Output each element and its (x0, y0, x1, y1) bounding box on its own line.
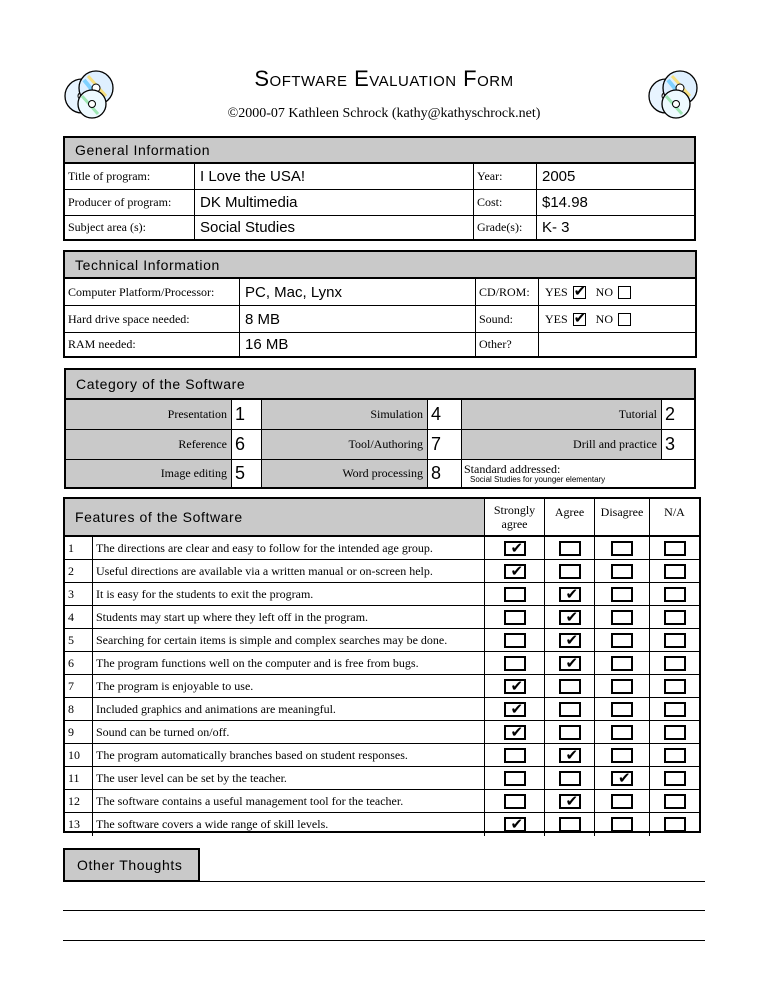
hard-drive-field[interactable]: 8 MB (240, 306, 476, 332)
rating-cell-strongly (485, 583, 545, 605)
standard-addressed-cell[interactable] (462, 460, 694, 487)
rating-checkbox-na[interactable] (664, 679, 686, 694)
rating-cell-strongly (485, 721, 545, 743)
rating-cell-na (650, 560, 699, 582)
technical-information-section (63, 250, 697, 358)
rating-cell-strongly (485, 560, 545, 582)
rating-checkbox-strongly[interactable] (504, 748, 526, 763)
rating-cell-agree (545, 790, 595, 812)
rating-checkbox-strongly[interactable] (504, 771, 526, 786)
rating-checkbox-strongly[interactable] (504, 817, 526, 832)
feature-text: The software contains a useful management tool for the teacher. (93, 790, 485, 812)
standard-addressed-label: Standard addressed: (464, 461, 561, 476)
col-strongly-agree-line2: agree (501, 517, 528, 531)
rating-cell-disagree (595, 560, 650, 582)
feature-text: It is easy for the students to exit the program. (93, 583, 485, 605)
other-thoughts-line-2[interactable] (63, 910, 705, 911)
rating-checkbox-strongly[interactable] (504, 794, 526, 809)
features-rows (65, 537, 699, 836)
rating-checkbox-na[interactable] (664, 633, 686, 648)
features-heading: Features of the Software (65, 499, 485, 535)
feature-row (65, 698, 699, 721)
rating-cell-strongly (485, 606, 545, 628)
rating-cell-na (650, 583, 699, 605)
rating-checkbox-disagree[interactable] (611, 564, 633, 579)
sound-yes-label: YES (545, 311, 568, 326)
rating-cell-na (650, 721, 699, 743)
category-rank-reference[interactable]: 6 (232, 430, 262, 459)
feature-text: Sound can be turned on/off. (93, 721, 485, 743)
rating-checkbox-strongly[interactable] (504, 610, 526, 625)
cdrom-no-checkbox[interactable] (618, 286, 631, 299)
ram-label: RAM needed: (65, 333, 240, 356)
rating-cell-strongly (485, 790, 545, 812)
feature-row (65, 606, 699, 629)
feature-number: 11 (65, 767, 93, 789)
feature-row (65, 721, 699, 744)
rating-checkbox-na[interactable] (664, 771, 686, 786)
feature-number: 10 (65, 744, 93, 766)
rating-checkbox-agree[interactable] (559, 679, 581, 694)
other-thoughts-heading-box (63, 848, 200, 882)
rating-checkbox-strongly[interactable] (504, 633, 526, 648)
category-rank-simulation[interactable]: 4 (428, 400, 462, 429)
feature-row (65, 767, 699, 790)
rating-cell-agree (545, 698, 595, 720)
category-section (64, 368, 696, 489)
sound-yes-checkbox[interactable] (573, 313, 586, 326)
feature-number: 2 (65, 560, 93, 582)
rating-cell-agree (545, 583, 595, 605)
sound-no-checkbox[interactable] (618, 313, 631, 326)
rating-cell-na (650, 537, 699, 559)
year-field[interactable]: 2005 (542, 168, 576, 185)
category-rank-word-processing[interactable]: 8 (428, 460, 462, 487)
feature-row (65, 813, 699, 836)
cost-label: Cost: (474, 190, 537, 215)
col-agree: Agree (545, 499, 595, 535)
rating-checkbox-na[interactable] (664, 587, 686, 602)
category-rank-presentation[interactable]: 1 (232, 400, 262, 429)
rating-checkbox-disagree[interactable] (611, 656, 633, 671)
grade-label: Grade(s): (474, 216, 537, 239)
rating-checkbox-disagree[interactable] (611, 748, 633, 763)
other-field[interactable] (539, 333, 695, 356)
rating-cell-agree (545, 652, 595, 674)
rating-cell-disagree (595, 698, 650, 720)
producer-field[interactable]: DK Multimedia (195, 190, 474, 215)
sound-no-label: NO (595, 311, 614, 326)
rating-checkbox-disagree[interactable] (611, 771, 633, 786)
subject-field[interactable]: Social Studies (195, 216, 474, 239)
rating-cell-agree (545, 560, 595, 582)
feature-number: 1 (65, 537, 93, 559)
feature-number: 6 (65, 652, 93, 674)
rating-checkbox-agree[interactable] (559, 610, 581, 625)
rating-checkbox-disagree[interactable] (611, 679, 633, 694)
category-label-tutorial: Tutorial (462, 400, 662, 429)
other-thoughts-heading: Other Thoughts (77, 857, 183, 873)
cost-field[interactable]: $14.98 (542, 194, 588, 211)
feature-text: The program is enjoyable to use. (93, 675, 485, 697)
page-title: Software Evaluation Form (254, 66, 514, 91)
feature-number: 7 (65, 675, 93, 697)
feature-row (65, 744, 699, 767)
rating-cell-agree (545, 537, 595, 559)
subject-label: Subject area (s): (65, 216, 195, 239)
cdrom-options (539, 279, 695, 305)
title-field[interactable]: I Love the USA! (195, 164, 474, 189)
rating-checkbox-agree[interactable] (559, 817, 581, 832)
rating-checkbox-strongly[interactable] (504, 725, 526, 740)
rating-cell-strongly (485, 675, 545, 697)
feature-text: The directions are clear and easy to follow for the intended age group. (93, 537, 485, 559)
rating-cell-strongly (485, 629, 545, 651)
rating-cell-agree (545, 721, 595, 743)
other-label: Other? (476, 333, 539, 356)
rating-checkbox-agree[interactable] (559, 633, 581, 648)
rating-cell-na (650, 767, 699, 789)
sound-options (539, 306, 695, 332)
rating-checkbox-strongly[interactable] (504, 702, 526, 717)
rating-checkbox-na[interactable] (664, 794, 686, 809)
platform-label: Computer Platform/Processor: (65, 279, 240, 305)
category-rank-tool-authoring[interactable]: 7 (428, 430, 462, 459)
rating-cell-disagree (595, 652, 650, 674)
copyright-line: ©2000-07 Kathleen Schrock (kathy@kathyschrock.net) (227, 106, 541, 121)
rating-checkbox-na[interactable] (664, 541, 686, 556)
feature-text: The user level can be set by the teacher. (93, 767, 485, 789)
rating-cell-na (650, 790, 699, 812)
rating-cell-na (650, 652, 699, 674)
hard-drive-label: Hard drive space needed: (65, 306, 240, 332)
rating-checkbox-na[interactable] (664, 702, 686, 717)
rating-cell-strongly (485, 813, 545, 836)
rating-checkbox-strongly[interactable] (504, 679, 526, 694)
category-heading: Category of the Software (66, 370, 694, 400)
rating-cell-agree (545, 606, 595, 628)
producer-label: Producer of program: (65, 190, 195, 215)
rating-cell-na (650, 813, 699, 836)
rating-checkbox-na[interactable] (664, 564, 686, 579)
rating-cell-disagree (595, 606, 650, 628)
rating-checkbox-agree[interactable] (559, 656, 581, 671)
rating-cell-disagree (595, 721, 650, 743)
rating-cell-na (650, 698, 699, 720)
rating-checkbox-strongly[interactable] (504, 564, 526, 579)
cdrom-yes-label: YES (545, 284, 568, 299)
category-label-word-processing: Word processing (262, 460, 428, 487)
feature-row (65, 629, 699, 652)
feature-text: The program automatically branches based on student responses. (93, 744, 485, 766)
rating-checkbox-agree[interactable] (559, 541, 581, 556)
rating-cell-agree (545, 813, 595, 836)
feature-text: The program functions well on the computer and is free from bugs. (93, 652, 485, 674)
rating-cell-na (650, 744, 699, 766)
rating-checkbox-agree[interactable] (559, 748, 581, 763)
cdrom-yes-checkbox[interactable] (573, 286, 586, 299)
rating-cell-strongly (485, 744, 545, 766)
rating-cell-na (650, 606, 699, 628)
col-strongly-agree (485, 499, 545, 535)
feature-text: Useful directions are available via a written manual or on-screen help. (93, 560, 485, 582)
rating-cell-agree (545, 744, 595, 766)
ram-field[interactable]: 16 MB (240, 333, 476, 356)
rating-cell-strongly (485, 537, 545, 559)
feature-row (65, 537, 699, 560)
category-label-tool-authoring: Tool/Authoring (262, 430, 428, 459)
rating-checkbox-disagree[interactable] (611, 817, 633, 832)
feature-text: Included graphics and animations are meaningful. (93, 698, 485, 720)
rating-checkbox-na[interactable] (664, 817, 686, 832)
rating-cell-strongly (485, 698, 545, 720)
rating-cell-na (650, 629, 699, 651)
rating-cell-strongly (485, 652, 545, 674)
feature-row (65, 583, 699, 606)
other-thoughts-line-1[interactable] (200, 881, 705, 882)
rating-checkbox-agree[interactable] (559, 794, 581, 809)
category-label-presentation: Presentation (66, 400, 232, 429)
rating-cell-strongly (485, 767, 545, 789)
rating-cell-disagree (595, 767, 650, 789)
general-information-heading: General Information (65, 138, 694, 164)
feature-number: 9 (65, 721, 93, 743)
rating-checkbox-agree[interactable] (559, 587, 581, 602)
feature-row (65, 560, 699, 583)
rating-cell-agree (545, 767, 595, 789)
rating-checkbox-disagree[interactable] (611, 725, 633, 740)
col-strongly-agree-line1: Strongly (493, 503, 536, 517)
sound-label: Sound: (476, 306, 539, 332)
category-label-reference: Reference (66, 430, 232, 459)
standard-addressed-value: Social Studies for younger elementary (470, 474, 606, 484)
feature-number: 12 (65, 790, 93, 812)
feature-number: 4 (65, 606, 93, 628)
rating-checkbox-disagree[interactable] (611, 610, 633, 625)
rating-cell-disagree (595, 790, 650, 812)
rating-checkbox-agree[interactable] (559, 564, 581, 579)
rating-checkbox-strongly[interactable] (504, 587, 526, 602)
rating-checkbox-disagree[interactable] (611, 702, 633, 717)
rating-cell-na (650, 675, 699, 697)
feature-row (65, 652, 699, 675)
category-rank-drill-practice[interactable]: 3 (665, 434, 676, 454)
category-label-simulation: Simulation (262, 400, 428, 429)
platform-field[interactable]: PC, Mac, Lynx (240, 279, 476, 305)
category-rank-tutorial[interactable]: 2 (665, 404, 676, 424)
rating-checkbox-disagree[interactable] (611, 633, 633, 648)
rating-cell-agree (545, 629, 595, 651)
cdrom-no-label: NO (595, 284, 614, 299)
rating-checkbox-strongly[interactable] (504, 541, 526, 556)
feature-number: 5 (65, 629, 93, 651)
feature-row (65, 675, 699, 698)
rating-cell-disagree (595, 744, 650, 766)
rating-checkbox-na[interactable] (664, 610, 686, 625)
rating-checkbox-agree[interactable] (559, 725, 581, 740)
category-label-drill-practice: Drill and practice (462, 430, 662, 459)
feature-number: 3 (65, 583, 93, 605)
feature-number: 13 (65, 813, 93, 836)
rating-checkbox-na[interactable] (664, 656, 686, 671)
technical-information-heading: Technical Information (65, 252, 695, 279)
feature-text: The software covers a wide range of skill levels. (93, 813, 485, 836)
cdrom-label: CD/ROM: (476, 279, 539, 305)
feature-text: Searching for certain items is simple and complex searches may be done. (93, 629, 485, 651)
feature-text: Students may start up where they left off in the program. (93, 606, 485, 628)
rating-checkbox-na[interactable] (664, 725, 686, 740)
title-label: Title of program: (65, 164, 195, 189)
year-label: Year: (474, 164, 537, 189)
rating-cell-agree (545, 675, 595, 697)
grade-field[interactable]: K- 3 (542, 219, 570, 236)
feature-row (65, 790, 699, 813)
general-information-section (63, 136, 696, 241)
col-disagree: Disagree (595, 499, 650, 535)
rating-cell-disagree (595, 583, 650, 605)
category-label-image-editing: Image editing (66, 460, 232, 487)
rating-cell-disagree (595, 629, 650, 651)
rating-checkbox-agree[interactable] (559, 702, 581, 717)
rating-checkbox-strongly[interactable] (504, 656, 526, 671)
rating-checkbox-disagree[interactable] (611, 587, 633, 602)
feature-number: 8 (65, 698, 93, 720)
features-section (63, 497, 701, 833)
category-rank-image-editing[interactable]: 5 (232, 460, 262, 487)
rating-cell-disagree (595, 537, 650, 559)
rating-checkbox-agree[interactable] (559, 771, 581, 786)
rating-checkbox-disagree[interactable] (611, 541, 633, 556)
rating-checkbox-disagree[interactable] (611, 794, 633, 809)
rating-cell-disagree (595, 813, 650, 836)
other-thoughts-line-3[interactable] (63, 940, 705, 941)
rating-checkbox-na[interactable] (664, 748, 686, 763)
col-na: N/A (664, 505, 685, 519)
rating-cell-disagree (595, 675, 650, 697)
